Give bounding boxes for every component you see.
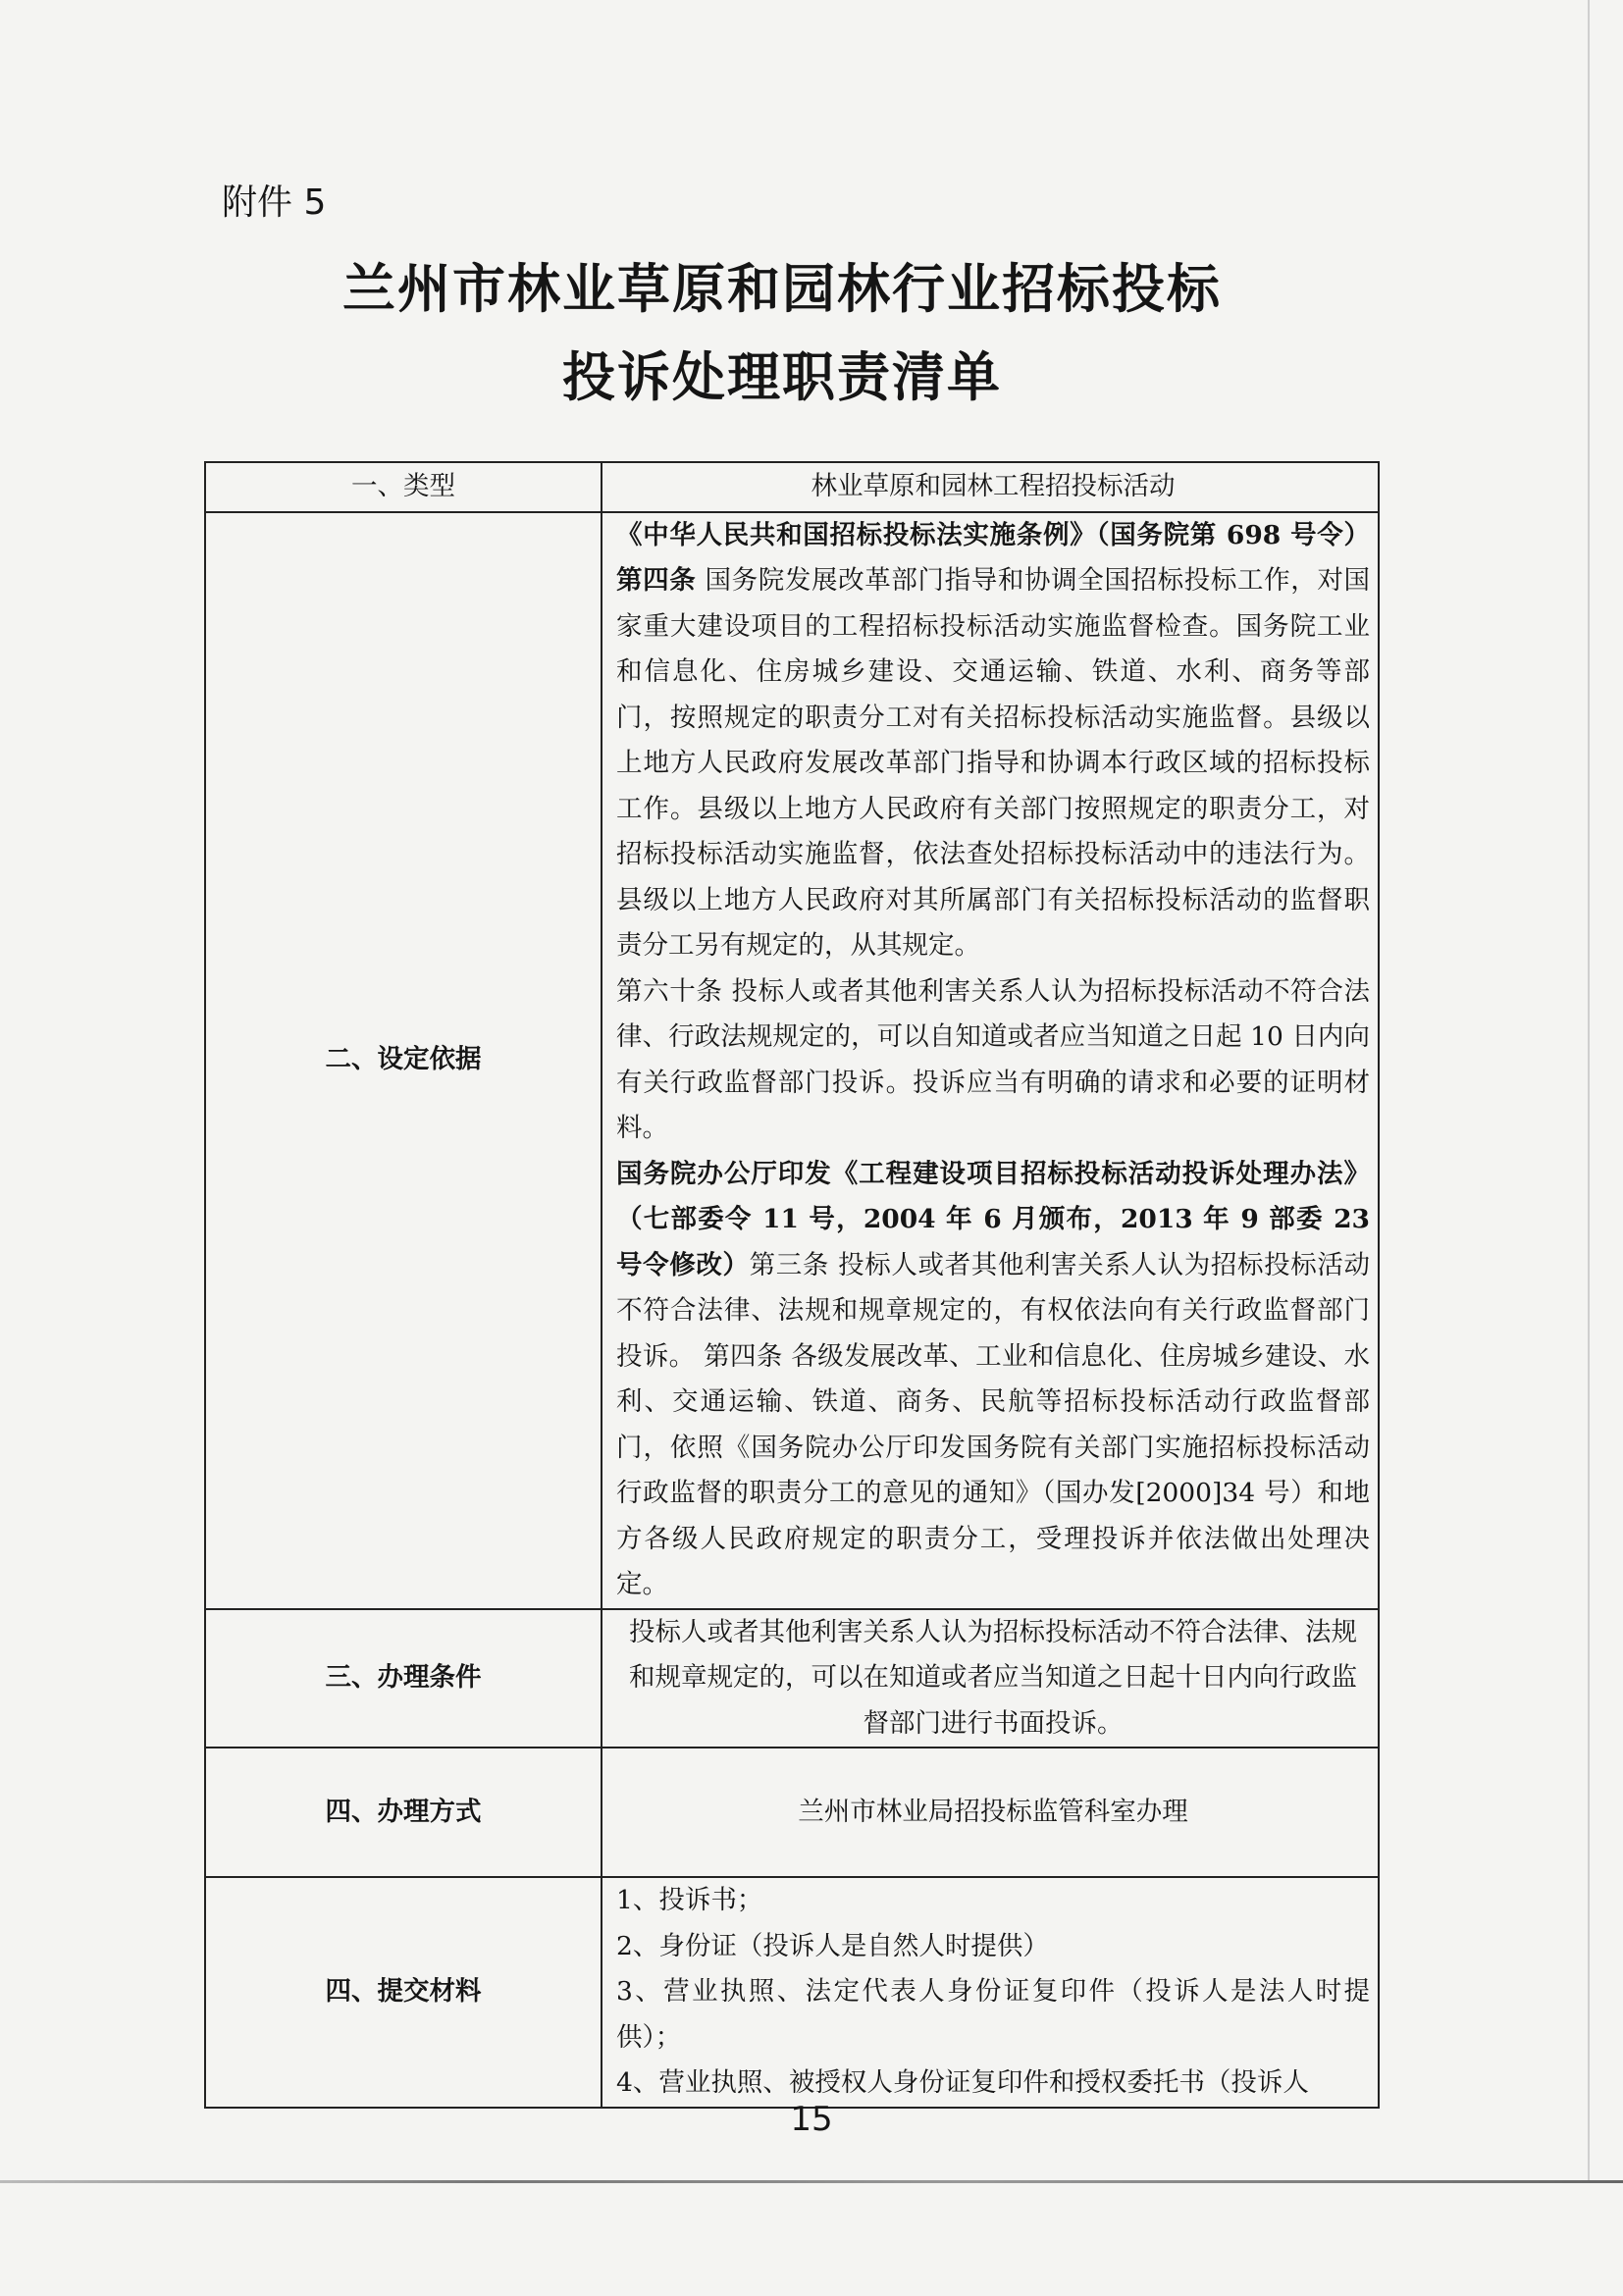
table-row-conditions <box>205 1609 1379 1748</box>
row-label-materials: 四、提交材料 <box>205 1877 602 2108</box>
material-item: 3、营业执照、法定代表人身份证复印件（投诉人是法人时提供）； <box>616 1976 1370 2053</box>
attachment-label: 附件 5 <box>222 183 327 223</box>
basis-measures-articles: 第三条 投标人或者其他利害关系人认为招标投标活动不符合法律、法规和规章规定的，有权依法向有关行政监督部门投诉。 第四条 各级发展改革、工业和信息化、住房城乡建设、水利、交通运输、铁道、商务、民航等招标投标活动行政监督部门，依照《国务院办公厅印发国务院有关部门实施招标投标活动行政监督的职责分工的意见的通知》（国办发[2000]34 号）和地方各级人民政府规定的职责分工，受理投诉并依法做出处理决定。 <box>616 1249 1370 1599</box>
table-row-basis <box>205 512 1379 1609</box>
duty-table <box>204 461 1380 2109</box>
basis-regulation-title: 《中华人民共和国招标投标法实施条例》（国务院第 698 号令）第四条 <box>616 519 1370 596</box>
table-row-materials <box>205 1877 1379 2108</box>
basis-measures-title: 国务院办公厅印发《工程建设项目招标投标活动投诉处理办法》（七部委令 11 号，2004 年 6 月颁布，2013 年 9 部委 23 号令修改） <box>616 1158 1370 1280</box>
row-label-basis: 二、设定依据 <box>205 512 602 1609</box>
document-title-line2: 投诉处理职责清单 <box>562 345 1002 408</box>
row-content-type: 林业草原和园林工程招投标活动 <box>602 462 1379 512</box>
material-item: 4、营业执照、被授权人身份证复印件和授权委托书（投诉人 <box>616 2067 1309 2098</box>
basis-article-4: 国务院发展改革部门指导和协调全国招标投标工作，对国家重大建设项目的工程招标投标活动实施监督检查。国务院工业和信息化、住房城乡建设、交通运输、铁道、水利、商务等部门，按照规定的职责分工对有关招标投标活动实施监督。县级以上地方人民政府发展改革部门指导和协调本行政区域的招标投标工作。县级以上地方人民政府有关部门按照规定的职责分工，对招标投标活动实施监督，依法查处招标投标活动中的违法行为。县级以上地方人民政府对其所属部门有关招标投标活动的监督职责分工另有规定的，从其规定。 <box>616 565 1370 961</box>
material-item: 1、投诉书； <box>616 1885 763 1915</box>
row-content-method: 兰州市林业局招投标监管科室办理 <box>602 1748 1379 1877</box>
table-row-method <box>205 1748 1379 1877</box>
basis-article-60: 第六十条 投标人或者其他利害关系人认为招标投标活动不符合法律、行政法规规定的，可以自知道或者应当知道之日起 10 日内向有关行政监督部门投诉。投诉应当有明确的请求和必要的证明材料。 <box>616 975 1370 1143</box>
scan-border-line <box>0 2180 1623 2183</box>
row-label-type: 一、类型 <box>205 462 602 512</box>
material-item: 2、身份证（投诉人是自然人时提供） <box>616 1930 1049 1961</box>
table-row-type <box>205 462 1379 512</box>
row-label-conditions: 三、办理条件 <box>205 1609 602 1748</box>
document-title-line1: 兰州市林业草原和园林行业招标投标 <box>342 257 1222 320</box>
page-number: 15 <box>790 2100 833 2139</box>
row-label-method: 四、办理方式 <box>205 1748 602 1877</box>
scan-edge <box>1588 0 1590 2180</box>
row-content-conditions: 投标人或者其他利害关系人认为招标投标活动不符合法律、法规和规章规定的，可以在知道或者应当知道之日起十日内向行政监督部门进行书面投诉。 <box>602 1609 1379 1748</box>
row-content-materials <box>602 1877 1379 2108</box>
row-content-basis <box>602 512 1379 1609</box>
